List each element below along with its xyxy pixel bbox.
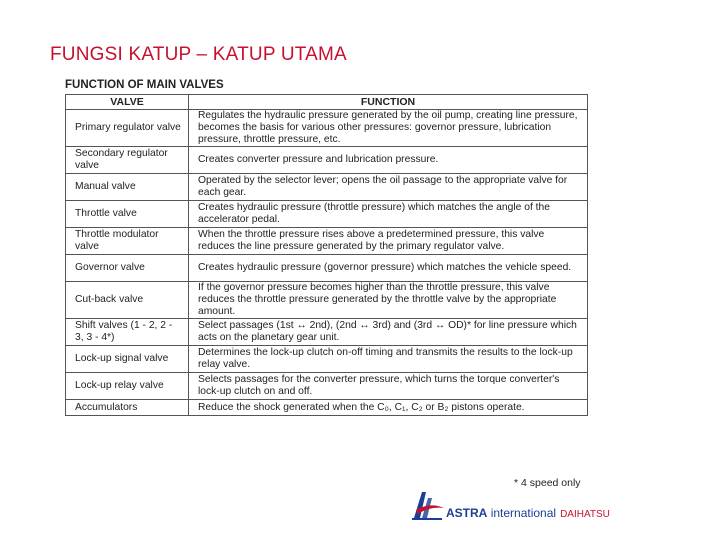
table-row: [66, 147, 588, 174]
valve-name: Manual valve: [66, 174, 189, 201]
valve-function: Regulates the hydraulic pressure generated by the oil pump, creating line pressure, becomes the basis for various other pressures: governor pressure, lubrication pressure, throttle pressure, etc.: [189, 110, 588, 147]
valve-function: Creates hydraulic pressure (throttle pressure) which matches the angle of the accelerator pedal.: [189, 201, 588, 228]
valve-name: Governor valve: [66, 255, 189, 282]
table-header-row: [66, 95, 588, 110]
astra-daihatsu-logo: [412, 488, 612, 524]
table-row: [66, 400, 588, 416]
table-row: [66, 282, 588, 319]
footnote: * 4 speed only: [514, 477, 581, 489]
valve-function: Reduce the shock generated when the C₀, C₁, C₂ or B₂ pistons operate.: [189, 400, 588, 416]
valve-name: Throttle valve: [66, 201, 189, 228]
valve-name: Throttle modulator valve: [66, 228, 189, 255]
valve-function: If the governor pressure becomes higher than the throttle pressure, this valve reduces the throttle pressure generated by the throttle valve by the appropriate amount.: [189, 282, 588, 319]
table-row: [66, 346, 588, 373]
valve-function: Determines the lock-up clutch on-off timing and transmits the results to the lock-up relay valve.: [189, 346, 588, 373]
valves-table: [65, 94, 588, 416]
valve-name: Primary regulator valve: [66, 110, 189, 147]
logo-brand: ASTRA: [446, 506, 488, 520]
table-row: [66, 255, 588, 282]
valve-function: When the throttle pressure rises above a predetermined pressure, this valve reduces the line pressure generated by the primary regulator valve.: [189, 228, 588, 255]
valve-function: Selects passages for the converter pressure, which turns the torque converter's lock-up clutch on and off.: [189, 373, 588, 400]
valve-function: Select passages (1st ↔ 2nd), (2nd ↔ 3rd) and (3rd ↔ OD)* for line pressure which acts on the planetary gear unit.: [189, 319, 588, 346]
valve-name: Lock-up relay valve: [66, 373, 189, 400]
page-title: FUNGSI KATUP – KATUP UTAMA: [50, 44, 347, 65]
valve-function: Operated by the selector lever; opens the oil passage to the appropriate valve for each gear.: [189, 174, 588, 201]
valve-name: Accumulators: [66, 400, 189, 416]
header-valve: VALVE: [66, 95, 189, 110]
valve-name: Lock-up signal valve: [66, 346, 189, 373]
logo-wordmark: [446, 506, 610, 520]
logo-name: international: [490, 506, 557, 520]
table-row: [66, 373, 588, 400]
table-row: [66, 201, 588, 228]
table-caption: FUNCTION OF MAIN VALVES: [65, 79, 224, 91]
astra-swoosh-icon: [412, 488, 446, 524]
valve-name: Secondary regulator valve: [66, 147, 189, 174]
valve-function: Creates converter pressure and lubrication pressure.: [189, 147, 588, 174]
logo-division: DAIHATSU: [560, 509, 610, 520]
valve-name: Cut-back valve: [66, 282, 189, 319]
table-row: [66, 319, 588, 346]
valve-name: Shift valves (1 - 2, 2 - 3, 3 - 4*): [66, 319, 189, 346]
table-row: [66, 228, 588, 255]
table-row: [66, 174, 588, 201]
valve-function: Creates hydraulic pressure (governor pressure) which matches the vehicle speed.: [189, 255, 588, 282]
header-function: FUNCTION: [189, 95, 588, 110]
table-row: [66, 110, 588, 147]
